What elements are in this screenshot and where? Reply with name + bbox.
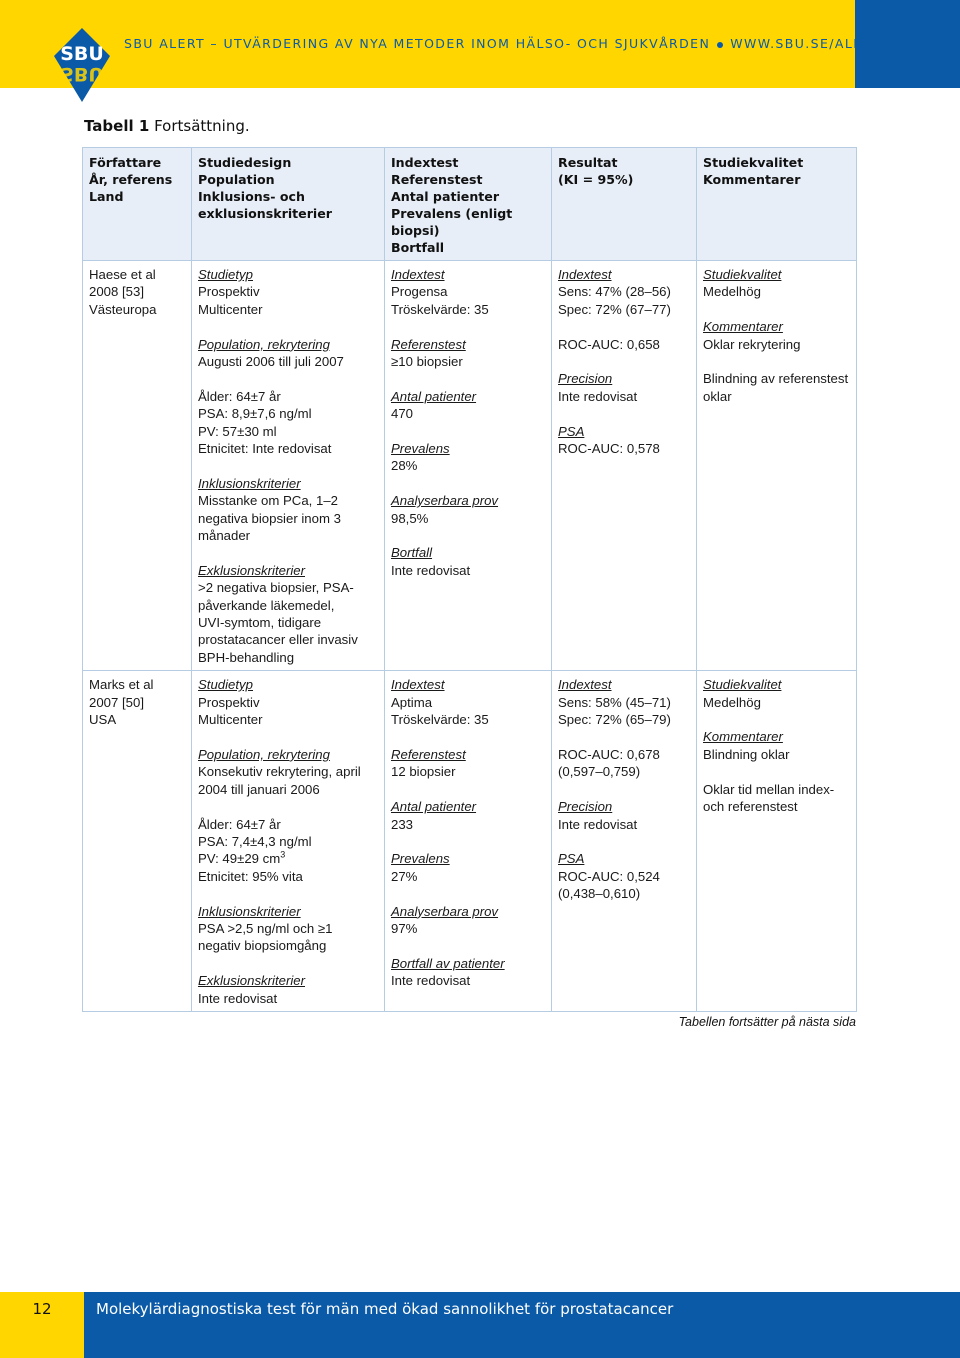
col-author: Författare År, referens Land [83,148,192,261]
cell-result: Indextest Sens: 47% (28–56) Spec: 72% (67–77) ROC-AUC: 0,658 Precision Inte redovisat PSA ROC-AUC: 0,578 [552,261,697,671]
col-index: Indextest Referenstest Antal patienter Prevalens (enligt biopsi) Bortfall [385,148,552,261]
col-design: Studiedesign Population Inklusions- och exklusionskriterier [192,148,385,261]
results-table [82,147,857,1012]
header-alert-line [124,36,881,51]
col-quality: Studiekvalitet Kommentarer [697,148,857,261]
logo-text: SBU [60,43,104,65]
cell-author: Haese et al 2008 [53] Västeuropa [83,261,192,671]
cell-index: Indextest Aptima Tröskelvärde: 35 Referenstest 12 biopsier Antal patienter 233 Prevalens 27% Analyserbara prov 97% Bortfall av patienter Inte redovisat [385,671,552,1012]
sbu-logo [52,26,112,104]
bullet-icon [717,42,723,48]
continues-note: Tabellen fortsätter på nästa sida [678,1015,856,1029]
footer-title: Molekylärdiagnostiska test för män med ökad sannolikhet för prostatacancer [96,1300,674,1318]
cell-author: Marks et al 2007 [50] USA [83,671,192,1012]
page-number: 12 [32,1300,52,1318]
cell-design: Studietyp Prospektiv Multicenter Population, rekrytering Augusti 2006 till juli 2007 Ålder: 64±7 år PSA: 8,9±7,6 ng/ml PV: 57±30 ml Etnicitet: Inte redovisat Inklusionskriterier Misstanke om PCa, 1–2 negativa biopsier inom 3 månader Exklusionskriterier >2 negativa biopsier, PSA- påverkande läkemedel, UVI-symtom, tidigare prostatacancer eller invasiv BPH-behandling [192,261,385,671]
table-caption [84,117,250,135]
cell-quality: Studiekvalitet Medelhög Kommentarer Blindning oklar Oklar tid mellan index- och referenstest [697,671,857,1012]
caption-text: Fortsättning. [154,117,250,135]
caption-label: Tabell 1 [84,117,150,135]
table-header-row [83,148,857,261]
table-row [83,671,857,1012]
table-row [83,261,857,671]
col-result: Resultat (KI = 95%) [552,148,697,261]
logo-reflection: SBU [60,63,104,85]
cell-result: Indextest Sens: 58% (45–71) Spec: 72% (65–79) ROC-AUC: 0,678 (0,597–0,759) Precision Inte redovisat PSA ROC-AUC: 0,524 (0,438–0,610) [552,671,697,1012]
header-alert-text: SBU ALERT – UTVÄRDERING AV NYA METODER INOM HÄLSO- OCH SJUKVÅRDEN [124,36,711,51]
header-url[interactable]: WWW.SBU.SE/ALERT [730,36,881,51]
cell-quality: Studiekvalitet Medelhög Kommentarer Oklar rekrytering Blindning av referenstest oklar [697,261,857,671]
cell-design: Studietyp Prospektiv Multicenter Population, rekrytering Konsekutiv rekrytering, april 2004 till januari 2006 Ålder: 64±7 år PSA: 7,4±4,3 ng/ml PV: 49±29 $cm^3$ Etnicitet: 95% vita Inklusionskriterier PSA >2,5 ng/ml och ≥1 negativ biopsiomgång Exklusionskriterier Inte redovisat [192,671,385,1012]
cell-index: Indextest Progensa Tröskelvärde: 35 Referenstest ≥10 biopsier Antal patienter 470 Prevalens 28% Analyserbara prov 98,5% Bortfall Inte redovisat [385,261,552,671]
